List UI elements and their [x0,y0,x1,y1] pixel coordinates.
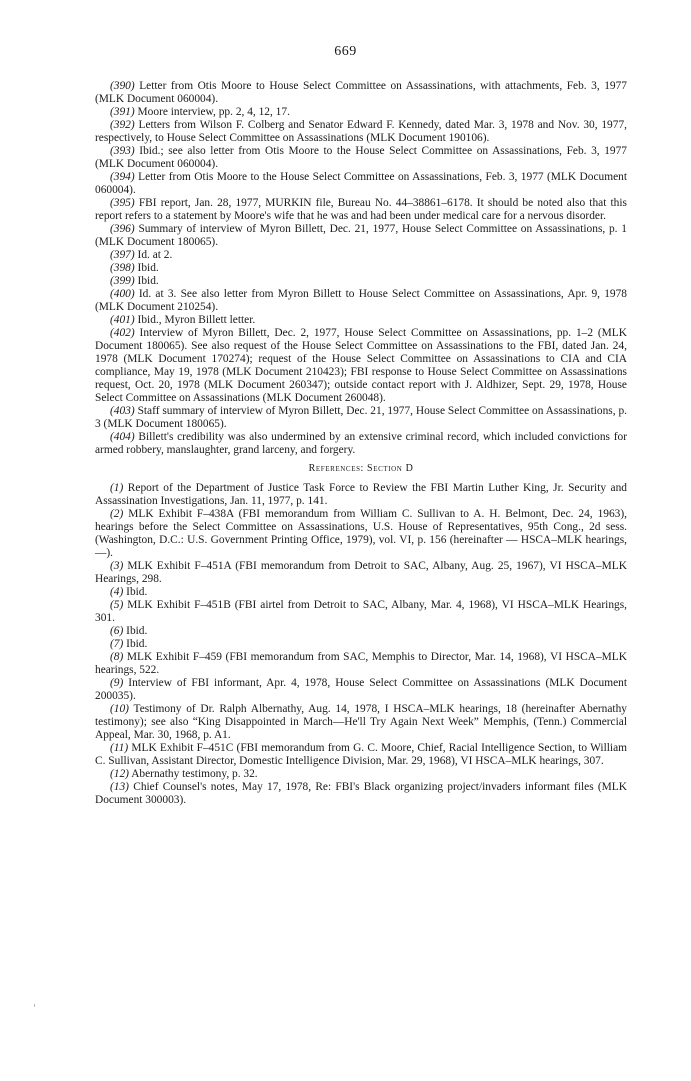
footnote-number: (6) [110,625,124,637]
footnote [95,586,627,599]
footnote [95,197,627,223]
footnote [95,275,627,288]
footnote-number: (403) [110,405,135,417]
footnote [95,314,627,327]
footnote-text: Report of the Department of Justice Task Force to Review the FBI Martin Luther King, Jr. Security and Assassination Investigations, Jan. 11, 1977, p. 141. [95,482,627,507]
footnote [95,119,627,145]
footnote-text: Chief Counsel's notes, May 17, 1978, Re: FBI's Black organizing project/invaders informant files (MLK Document 300003). [95,781,627,806]
footnote [95,106,627,119]
footnote-text: MLK Exhibit F–451C (FBI memorandum from G. C. Moore, Chief, Racial Intelligence Section, to William C. Sullivan, Assistant Director, Domestic Intelligence Division, Mar. 29, 1968), VI HSCA–MLK hearings, 307. [95,742,627,767]
footnote-text: MLK Exhibit F–451B (FBI airtel from Detroit to SAC, Albany, Mar. 4, 1968), VI HSCA–MLK Hearings, 301. [95,599,627,624]
footnote-number: (398) [110,262,135,274]
footnote-text: Interview of Myron Billett, Dec. 2, 1977, House Select Committee on Assassinations, pp. 1–2 (MLK Document 180065). See also request of the House Select Committee on Assassinations to the FBI, dated Jan. 24, 1978 (MLK Document 170274); request of the House Select Committee on Assassinations to CIA and CIA compliance, May 19, 1978 (MLK Document 210423); FBI response to House Select Committee on Assassinations request, Oct. 20, 1978 (MLK Document 260347); outside contact report with J. Aldhizer, Sept. 29, 1978, House Select Committee on Assassinations (MLK Document 260048). [95,327,627,404]
footnote-text: Billett's credibility was also undermined by an extensive criminal record, which included convictions for armed robbery, manslaughter, grand larceny, and forgery. [95,431,627,456]
footnote-number: (399) [110,275,135,287]
footnote-number: (1) [110,482,124,494]
footnote-number: (5) [110,599,124,611]
footnote-text: Staff summary of interview of Myron Billett, Dec. 21, 1977, House Select Committee on Assassinations, p. 3 (MLK Document 180065). [95,405,627,430]
footnote-number: (392) [110,119,135,131]
footnote-number: (397) [110,249,135,261]
footnote [95,80,627,106]
footnote [95,508,627,560]
footnote [95,742,627,768]
footnote-number: (7) [110,638,124,650]
footnote-number: (393) [110,145,135,157]
footnote [95,560,627,586]
footnote-text: Ibid. [137,262,159,274]
footnote-text: FBI report, Jan. 28, 1977, MURKIN file, Bureau No. 44–38861–6178. It should be noted also that this report refers to a statement by Moore's wife that he was and had been under medical care for a nervous disorder. [95,197,627,222]
footnote-number: (391) [110,106,135,118]
footnote-text: Abernathy testimony, p. 32. [131,768,258,780]
footnote-number: (400) [110,288,135,300]
footnote-number: (395) [110,197,135,209]
footnote [95,262,627,275]
footnote-text: Testimony of Dr. Ralph Albernathy, Aug. 14, 1978, I HSCA–MLK hearings, 18 (hereinafter Abernathy testimony); see also “King Disappointed in March—He'll Try Again Next Week” Memphis, (Tenn.) Commercial Appeal, Mar. 30, 1968, p. A1. [95,703,627,741]
footnote-text: Ibid., Myron Billett letter. [137,314,256,326]
footnote-number: (11) [110,742,129,754]
footnote-text: Interview of FBI informant, Apr. 4, 1978, House Select Committee on Assassinations (MLK Document 200035). [95,677,627,702]
footnote-number: (4) [110,586,124,598]
footnote-number: (12) [110,768,129,780]
footnotes-body [95,80,627,807]
footnote-text: MLK Exhibit F–438A (FBI memorandum from William C. Sullivan to A. H. Belmont, Dec. 24, 1963), hearings before the Select Committee on Assassinations, U.S. House of Representatives, 95th Cong., 2d sess. (Washington, D.C.: U.S. Government Printing Office, 1979), vol. VI, p. 156 (hereinafter — HSCA–MLK hearings, —). [95,508,627,559]
footnote-text: Id. at 3. See also letter from Myron Billett to House Select Committee on Assassinations, Apr. 9, 1978 (MLK Document 210254). [95,288,627,313]
footnote-text: Letter from Otis Moore to House Select Committee on Assassinations, with attachments, Feb. 3, 1977 (MLK Document 060004). [95,80,627,105]
footnote [95,625,627,638]
footnote [95,431,627,457]
footnote [95,768,627,781]
page-edge-mark [34,1004,35,1007]
footnote-number: (2) [110,508,124,520]
footnote-number: (404) [110,431,135,443]
footnote-number: (10) [110,703,129,715]
footnote-number: (8) [110,651,124,663]
footnote-text: MLK Exhibit F–451A (FBI memorandum from Detroit to SAC, Albany, Aug. 25, 1967), VI HSCA–MLK Hearings, 298. [95,560,627,585]
page-number: 669 [334,44,357,59]
footnote [95,223,627,249]
footnote-text: Moore interview, pp. 2, 4, 12, 17. [137,106,290,118]
footnote-text: Summary of interview of Myron Billett, Dec. 21, 1977, House Select Committee on Assassinations, p. 1 (MLK Document 180065). [95,223,627,248]
footnote-number: (396) [110,223,135,235]
footnote-text: MLK Exhibit F–459 (FBI memorandum from SAC, Memphis to Director, Mar. 14, 1968), VI HSCA–MLK hearings, 522. [95,651,627,676]
footnote-number: (390) [110,80,135,92]
footnote-text: Letters from Wilson F. Colberg and Senator Edward F. Kennedy, dated Mar. 3, 1978 and Nov. 30, 1977, respectively, to House Select Committee on Assassinations (MLK Document 190106). [95,119,627,144]
footnote-text: Letter from Otis Moore to the House Select Committee on Assassinations, Feb. 3, 1977 (MLK Document 060004). [95,171,627,196]
section-d-notes-list [95,482,627,807]
footnote [95,327,627,405]
footnote-number: (3) [110,560,124,572]
footnote-text: Ibid. [126,638,148,650]
section-heading: References: Section D [308,463,414,474]
footnote [95,703,627,742]
footnote [95,288,627,314]
footnote-number: (401) [110,314,135,326]
footnote [95,405,627,431]
footnote [95,249,627,262]
footnote-text: Ibid.; see also letter from Otis Moore to the House Select Committee on Assassinations, Feb. 3, 1977 (MLK Document 060004). [95,145,627,170]
footnote-text: Ibid. [137,275,159,287]
footnote [95,599,627,625]
footnote [95,638,627,651]
footnote-number: (402) [110,327,135,339]
footnote [95,677,627,703]
footnote [95,651,627,677]
footnote [95,171,627,197]
footnote-text: Ibid. [126,586,148,598]
footnote-number: (9) [110,677,124,689]
footnote [95,482,627,508]
footnote-text: Ibid. [126,625,148,637]
footnote [95,145,627,171]
footnote-number: (394) [110,171,135,183]
notes-continued-list [95,80,627,457]
footnote [95,781,627,807]
footnote-text: Id. at 2. [137,249,173,261]
footnote-number: (13) [110,781,129,793]
